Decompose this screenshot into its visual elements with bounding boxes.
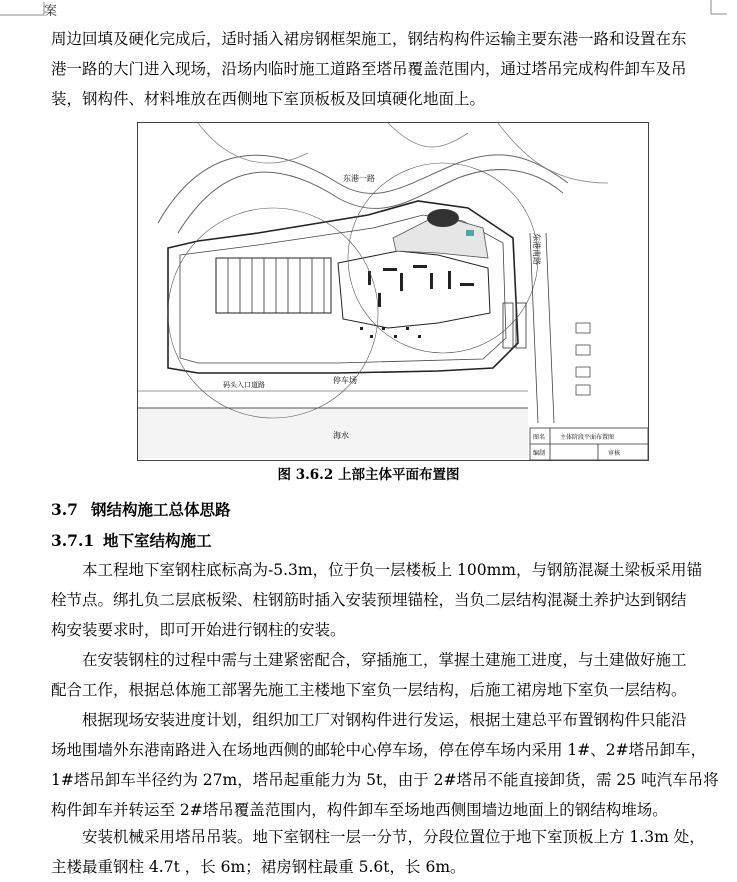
body-paragraph-4 <box>51 822 705 882</box>
text-line: 在安装钢柱的过程中需与土建紧密配合，穿插施工，掌握土建施工进度，与土建做好施工 <box>82 651 687 669</box>
text-line: 周边回填及硬化完成后，适时插入裙房钢框架施工，钢结构构件运输主要东港一路和设置在东 <box>51 30 687 48</box>
section-heading-3-7 <box>51 498 231 520</box>
title-block-name-label: 图名 <box>533 434 546 441</box>
title-block-name-value: 主体阶段平面布置图 <box>560 434 615 441</box>
site-plan-figure <box>137 122 649 461</box>
text-line: 主楼最重钢柱 4.7t ，长 6m；裙房钢柱最重 5.6t，长 6m。 <box>51 858 466 876</box>
corner-crop-mark-right <box>707 0 727 16</box>
body-paragraph-1 <box>51 555 701 645</box>
text-line: 栓节点。绑扎负二层底板梁、柱钢筋时插入安装预埋锚栓，当负二层结构混凝土养护达到钢结 <box>51 591 687 609</box>
figure-caption: 图 3.6.2 上部主体平面布置图 <box>277 467 460 483</box>
title-block-drawn-label: 编制 <box>533 450 546 457</box>
intro-paragraph <box>51 24 701 114</box>
header-fragment: 案 <box>44 4 58 19</box>
body-paragraph-2 <box>51 645 701 705</box>
site-plan-drawing <box>138 123 648 460</box>
section-title: 地下室结构施工 <box>103 531 212 550</box>
text-line: 港一路的大门进入现场，沿场内临时施工道路至塔吊覆盖范围内，通过塔吊完成构件卸车及吊 <box>51 60 687 78</box>
section-number: 3.7 <box>51 500 78 519</box>
text-line: 安装机械采用塔吊吊装。地下室钢柱一层一分节，分段位置位于地下室顶板上方 1.3m 处， <box>82 828 705 846</box>
text-line: 根据现场安装进度计划，组织加工厂对钢构件进行发运，根据土建总平布置钢构件只能沿 <box>82 711 687 729</box>
sea-label: 海水 <box>333 431 349 440</box>
text-line: 本工程地下室钢柱底标高为-5.3m，位于负一层楼板上 100mm，与钢筋混凝土梁板采用锚 <box>82 561 702 579</box>
title-block-review-label: 审核 <box>608 450 621 457</box>
entrance-road-label: 码头入口道路 <box>223 381 265 389</box>
road-east-label: 东港一路 <box>343 174 375 183</box>
text-line: 1#塔吊卸车半径约为 27m，塔吊起重能力为 5t，由于 2#塔吊不能直接卸货，需 25 吨汽车吊将 <box>51 771 719 789</box>
parking-label: 停车场 <box>333 376 357 385</box>
text-line: 配合工作，根据总体施工部署先施工主楼地下室负一层结构，后施工裙房地下室负一层结构。 <box>51 681 687 699</box>
text-line: 装，钢构件、材料堆放在西侧地下室顶板板及回填硬化地面上。 <box>51 90 486 108</box>
section-heading-3-7-1 <box>51 529 212 551</box>
road-south-east-label: 东港南路 <box>532 233 541 265</box>
text-line: 场地围墙外东港南路进入在场地西侧的邮轮中心停车场，停在停车场内采用 1#、2#塔吊卸车， <box>51 741 707 759</box>
section-title: 钢结构施工总体思路 <box>91 500 231 519</box>
text-line: 构安装要求时，即可开始进行钢柱的安装。 <box>51 621 346 639</box>
body-paragraph-3 <box>51 705 719 825</box>
section-number: 3.7.1 <box>51 531 95 550</box>
text-line: 构件卸车并转运至 2#塔吊覆盖范围内，构件卸车至场地西侧围墙边地面上的钢结构堆场。 <box>51 801 668 819</box>
